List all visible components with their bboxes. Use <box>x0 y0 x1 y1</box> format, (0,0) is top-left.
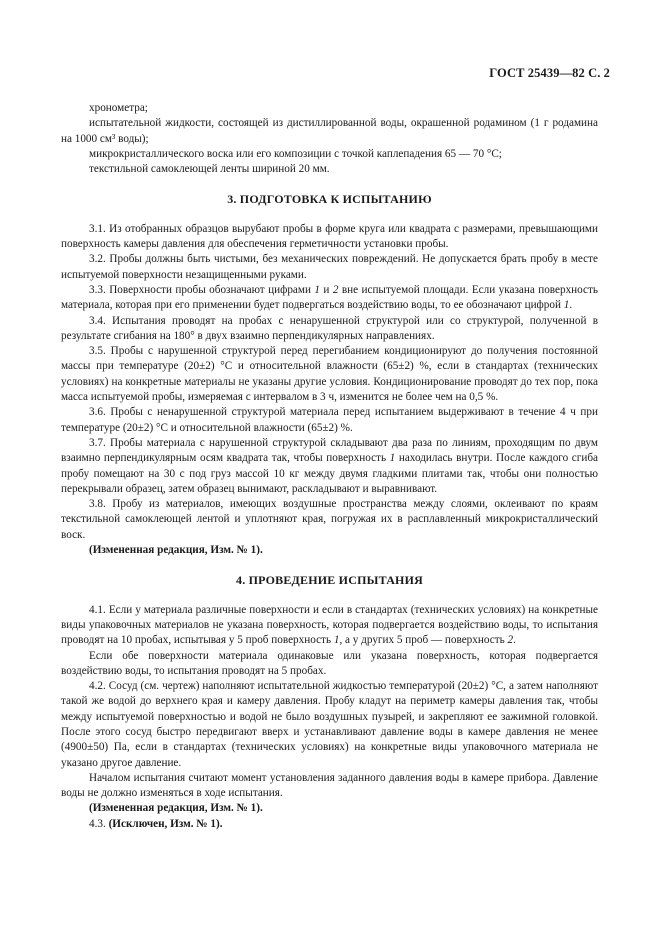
text: 3.7. Пробы материала с нарушенной структурой складывают два раза по линиям, проходящим по двум взаимно перпендикулярным осям квадрата так, чтобы поверхность <box>61 436 598 465</box>
text: . <box>569 299 573 312</box>
intro-line: текстильной самоклеющей ленты шириной 20 мм. <box>89 163 330 176</box>
section-3-title: 3. ПОДГОТОВКА К ИСПЫТАНИЮ <box>227 192 432 207</box>
page-header: ГОСТ 25439—82 С. 2 <box>489 66 610 80</box>
intro-line: микрокристаллического воска или его композиции с точкой каплепадения 65 — 70 °С; <box>89 147 502 160</box>
text: вне испытуемой площади. Если указана поверхность материала, которая при его применении будет подвергаться воздействию воды, то ее обозначают цифрой <box>61 283 598 312</box>
surface-number: 2 <box>332 283 339 296</box>
surface-number: 1 <box>389 452 396 465</box>
intro-line: хронометра; <box>89 102 148 114</box>
intro-line: испытательной жидкости, состоящей из дистиллированной воды, окрашенной родамином (1 г родамина на 1000 см³ воды); <box>61 117 598 145</box>
paragraph-3-4: 3.4. Испытания проводят на пробах с ненарушенной структурой или со структурой, полученной в результате сгибания на 180° в двух взаимно перпендикулярных направлениях. <box>61 314 598 342</box>
text: . <box>513 634 516 647</box>
amendment-note: (Измененная редакция, Изм. № 1). <box>89 544 263 557</box>
paragraph-3-3 <box>61 283 598 314</box>
paragraph-3-8: 3.8. Пробу из материалов, имеющих воздушные пространства между слоями, оклеивают по краям текстильной самоклеющей лентой и уплотняют края, погружая их в расплавленный микрокристаллический воск. <box>61 498 598 541</box>
text: 4.1. Если у материала различные поверхности и если в стандартах (технических условиях) на конкретные виды упаковочных материалов не указана поверхность, которая подвергается воздействию воды, то испытания проводят на 10 пробах, испытывая у 5 проб поверхность <box>61 603 598 647</box>
section-4-title: 4. ПРОВЕДЕНИЕ ИСПЫТАНИЯ <box>236 573 423 588</box>
paragraph-4-2: 4.2. Сосуд (см. чертеж) наполняют испытательной жидкостью температурой (20±2) °С, а затем наполняют такой же водой до верхнего края и камеру давления. Пробу кладут на периметр камеры давления так, чтобы между испытуемой поверхностью и водой не было воздушных пузырей, и закрепляют ее зажимной головкой. После этого сосуд быстро передвигают вверх и устанавливают давление воды в камере давления не менее (4900±50) Па, если в стандартах (технических условиях) на конкретные виды упаковочного материала не указано другое давление. <box>61 680 598 769</box>
amendment-note: (Измененная редакция, Изм. № 1). <box>89 802 263 815</box>
paragraph-3-1: 3.1. Из отобранных образцов вырубают пробы в форме круга или квадрата с размерами, превышающими поверхность камеры давления для обеспечения герметичности установки пробы. <box>61 222 598 251</box>
paragraph-4-3 <box>61 817 598 832</box>
surface-number: 1 <box>333 634 340 647</box>
paragraph-3-6: 3.6. Пробы с ненарушенной структурой материала перед испытанием выдерживают в течение 4 ч при температуре (20±2) °С и относительной влажности (65±2) %. <box>61 406 598 434</box>
paragraph-4-1-continued: Если обе поверхности материала одинаковые или указана поверхность, которая подвергается воздействию воды, то испытания проводят на 5 пробах. <box>61 649 598 677</box>
paragraph-4-1 <box>61 603 598 649</box>
text: 4.3. <box>89 817 109 830</box>
paragraph-3-7 <box>61 436 598 497</box>
paragraph-3-5: 3.5. Пробы с нарушенной структурой перед перегибанием кондиционируют до получения постоянной массы при температуре (20±2) °С и относительной влажности (65±2) %, если в стандартах (технических условиях) на конкретные материалы не указаны другие условия. Кондиционирование проводят до тех пор, пока масса испытуемой пробы, измеряемая с интервалом в 3 ч, изменится не более чем на 0,5 %. <box>61 345 598 404</box>
excluded-note: (Исключен, Изм. № 1). <box>108 817 223 830</box>
surface-number: 1 <box>563 299 570 312</box>
text: находилась внутри. После каждого сгиба пробу помещают на 30 с под груз массой 10 кг между двумя гладкими плитами так, чтобы они полностью перекрывали образец, затем образец вынимают, раскладывают и выравнивают. <box>61 452 598 495</box>
paragraph-4-2-continued: Началом испытания считают момент установления заданного давления воды в камере прибора. Давление воды не должно изменяться в ходе испытания. <box>61 771 598 800</box>
text: , а у других 5 проб — поверхность <box>339 634 508 647</box>
surface-number: 2 <box>507 634 514 647</box>
document-body <box>61 101 598 832</box>
text: и <box>319 283 333 296</box>
surface-number: 1 <box>314 283 320 296</box>
paragraph-3-2: 3.2. Пробы должны быть чистыми, без механических повреждений. Не допускается брать пробу в месте испытуемой поверхности незащищенными руками. <box>61 253 598 281</box>
text: 3.3. Поверхности пробы обозначают цифрами <box>89 283 315 296</box>
